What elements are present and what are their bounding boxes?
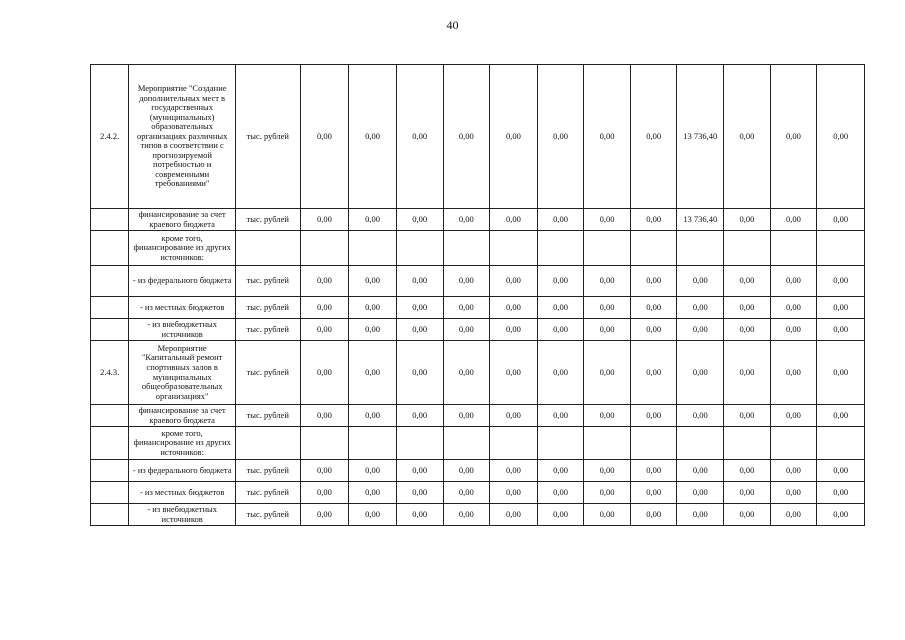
value-cell: 0,00 <box>724 504 771 526</box>
row-code <box>91 209 129 231</box>
value-cell <box>724 231 771 266</box>
table-row <box>91 482 865 504</box>
value-cell: 0,00 <box>490 482 538 504</box>
value-cell <box>677 231 724 266</box>
value-cell <box>677 427 724 460</box>
row-code <box>91 231 129 266</box>
value-cell: 0,00 <box>443 319 490 341</box>
value-cell: 0,00 <box>537 405 584 427</box>
value-cell: 0,00 <box>300 209 349 231</box>
row-unit: тыс. рублей <box>235 297 300 319</box>
row-description: финансирование за счет краевого бюджета <box>129 405 235 427</box>
table-body <box>91 65 865 526</box>
table-row <box>91 460 865 482</box>
value-cell <box>817 427 865 460</box>
value-cell: 0,00 <box>349 504 397 526</box>
value-cell: 0,00 <box>677 482 724 504</box>
value-cell: 0,00 <box>770 297 817 319</box>
value-cell: 0,00 <box>537 341 584 405</box>
row-unit: тыс. рублей <box>235 319 300 341</box>
value-cell: 0,00 <box>396 341 443 405</box>
value-cell: 0,00 <box>490 65 538 209</box>
value-cell: 0,00 <box>443 460 490 482</box>
value-cell: 0,00 <box>817 209 865 231</box>
value-cell: 0,00 <box>537 482 584 504</box>
value-cell: 0,00 <box>300 319 349 341</box>
value-cell: 0,00 <box>300 297 349 319</box>
value-cell: 0,00 <box>770 266 817 297</box>
value-cell <box>770 231 817 266</box>
table-row <box>91 297 865 319</box>
value-cell <box>349 427 397 460</box>
value-cell: 0,00 <box>584 504 631 526</box>
value-cell: 0,00 <box>300 460 349 482</box>
value-cell: 0,00 <box>396 297 443 319</box>
row-unit: тыс. рублей <box>235 405 300 427</box>
value-cell: 0,00 <box>724 297 771 319</box>
value-cell: 13 736,40 <box>677 65 724 209</box>
value-cell: 0,00 <box>396 65 443 209</box>
value-cell: 0,00 <box>677 319 724 341</box>
value-cell: 0,00 <box>630 504 677 526</box>
value-cell: 0,00 <box>817 266 865 297</box>
value-cell: 0,00 <box>724 266 771 297</box>
value-cell: 0,00 <box>443 65 490 209</box>
value-cell: 0,00 <box>677 405 724 427</box>
row-code: 2.4.2. <box>91 65 129 209</box>
row-code <box>91 405 129 427</box>
value-cell: 0,00 <box>537 504 584 526</box>
value-cell: 13 736,40 <box>677 209 724 231</box>
value-cell: 0,00 <box>396 266 443 297</box>
row-code <box>91 504 129 526</box>
value-cell: 0,00 <box>817 460 865 482</box>
value-cell <box>490 231 538 266</box>
value-cell: 0,00 <box>584 341 631 405</box>
value-cell: 0,00 <box>630 341 677 405</box>
value-cell: 0,00 <box>770 341 817 405</box>
value-cell <box>443 427 490 460</box>
row-description: Мероприятие "Создание дополнительных мест в государственных (муниципальных) образовательных организациях различных типов в соответствии с прогнозируемой потребностью и современными требованиями" <box>129 65 235 209</box>
value-cell <box>490 427 538 460</box>
table-row <box>91 266 865 297</box>
value-cell: 0,00 <box>443 297 490 319</box>
value-cell: 0,00 <box>396 319 443 341</box>
value-cell: 0,00 <box>349 341 397 405</box>
table-row <box>91 65 865 209</box>
value-cell: 0,00 <box>770 65 817 209</box>
row-unit <box>235 427 300 460</box>
value-cell <box>300 231 349 266</box>
value-cell <box>537 231 584 266</box>
value-cell: 0,00 <box>677 297 724 319</box>
value-cell: 0,00 <box>817 341 865 405</box>
value-cell <box>630 427 677 460</box>
value-cell: 0,00 <box>537 460 584 482</box>
row-description: - из местных бюджетов <box>129 297 235 319</box>
row-unit <box>235 231 300 266</box>
value-cell: 0,00 <box>396 460 443 482</box>
value-cell <box>443 231 490 266</box>
value-cell: 0,00 <box>584 319 631 341</box>
value-cell: 0,00 <box>396 209 443 231</box>
value-cell <box>537 427 584 460</box>
table-row <box>91 504 865 526</box>
value-cell <box>300 427 349 460</box>
table-row <box>91 405 865 427</box>
value-cell: 0,00 <box>630 209 677 231</box>
value-cell: 0,00 <box>490 266 538 297</box>
value-cell: 0,00 <box>817 319 865 341</box>
value-cell: 0,00 <box>349 209 397 231</box>
row-code: 2.4.3. <box>91 341 129 405</box>
value-cell <box>630 231 677 266</box>
value-cell: 0,00 <box>300 504 349 526</box>
value-cell: 0,00 <box>770 460 817 482</box>
value-cell: 0,00 <box>724 460 771 482</box>
value-cell: 0,00 <box>349 482 397 504</box>
value-cell: 0,00 <box>490 460 538 482</box>
value-cell: 0,00 <box>584 65 631 209</box>
value-cell: 0,00 <box>490 319 538 341</box>
value-cell: 0,00 <box>677 460 724 482</box>
row-unit: тыс. рублей <box>235 460 300 482</box>
value-cell: 0,00 <box>724 65 771 209</box>
value-cell: 0,00 <box>630 482 677 504</box>
value-cell: 0,00 <box>630 319 677 341</box>
row-description: - из внебюджетных источников <box>129 319 235 341</box>
value-cell: 0,00 <box>396 482 443 504</box>
value-cell: 0,00 <box>443 405 490 427</box>
value-cell: 0,00 <box>490 297 538 319</box>
value-cell: 0,00 <box>817 405 865 427</box>
row-code <box>91 266 129 297</box>
row-code <box>91 297 129 319</box>
row-description: кроме того, финансирование из других источников: <box>129 427 235 460</box>
row-description: кроме того, финансирование из других источников: <box>129 231 235 266</box>
value-cell: 0,00 <box>349 460 397 482</box>
value-cell: 0,00 <box>537 319 584 341</box>
value-cell: 0,00 <box>584 297 631 319</box>
table-row <box>91 209 865 231</box>
value-cell: 0,00 <box>724 405 771 427</box>
row-unit: тыс. рублей <box>235 504 300 526</box>
value-cell: 0,00 <box>300 482 349 504</box>
value-cell: 0,00 <box>300 65 349 209</box>
value-cell: 0,00 <box>396 405 443 427</box>
value-cell: 0,00 <box>677 504 724 526</box>
value-cell: 0,00 <box>443 504 490 526</box>
value-cell: 0,00 <box>817 65 865 209</box>
row-code <box>91 460 129 482</box>
value-cell: 0,00 <box>537 65 584 209</box>
value-cell <box>770 427 817 460</box>
budget-table <box>90 64 865 526</box>
value-cell: 0,00 <box>817 297 865 319</box>
value-cell: 0,00 <box>770 319 817 341</box>
value-cell: 0,00 <box>349 405 397 427</box>
value-cell: 0,00 <box>584 482 631 504</box>
value-cell: 0,00 <box>490 405 538 427</box>
value-cell: 0,00 <box>443 266 490 297</box>
value-cell: 0,00 <box>443 482 490 504</box>
value-cell: 0,00 <box>537 297 584 319</box>
value-cell <box>817 231 865 266</box>
value-cell: 0,00 <box>770 405 817 427</box>
row-description: - из внебюджетных источников <box>129 504 235 526</box>
value-cell <box>584 427 631 460</box>
value-cell: 0,00 <box>490 209 538 231</box>
value-cell: 0,00 <box>630 266 677 297</box>
value-cell: 0,00 <box>443 341 490 405</box>
value-cell: 0,00 <box>724 341 771 405</box>
table-row <box>91 341 865 405</box>
page-number: 40 <box>446 18 459 32</box>
table-row <box>91 427 865 460</box>
table-row <box>91 231 865 266</box>
value-cell: 0,00 <box>584 266 631 297</box>
value-cell: 0,00 <box>770 482 817 504</box>
value-cell: 0,00 <box>770 504 817 526</box>
value-cell: 0,00 <box>584 405 631 427</box>
value-cell: 0,00 <box>300 341 349 405</box>
row-description: - из местных бюджетов <box>129 482 235 504</box>
row-unit: тыс. рублей <box>235 266 300 297</box>
value-cell: 0,00 <box>584 209 631 231</box>
value-cell: 0,00 <box>396 504 443 526</box>
row-unit: тыс. рублей <box>235 209 300 231</box>
value-cell <box>349 231 397 266</box>
value-cell: 0,00 <box>630 297 677 319</box>
value-cell <box>724 427 771 460</box>
value-cell: 0,00 <box>677 341 724 405</box>
row-unit: тыс. рублей <box>235 341 300 405</box>
row-code <box>91 319 129 341</box>
table-row <box>91 319 865 341</box>
value-cell <box>396 231 443 266</box>
value-cell <box>396 427 443 460</box>
row-unit: тыс. рублей <box>235 65 300 209</box>
value-cell: 0,00 <box>300 266 349 297</box>
value-cell: 0,00 <box>349 297 397 319</box>
value-cell <box>584 231 631 266</box>
row-unit: тыс. рублей <box>235 482 300 504</box>
value-cell: 0,00 <box>817 504 865 526</box>
value-cell: 0,00 <box>537 209 584 231</box>
value-cell: 0,00 <box>677 266 724 297</box>
row-code <box>91 482 129 504</box>
value-cell: 0,00 <box>630 405 677 427</box>
value-cell: 0,00 <box>817 482 865 504</box>
value-cell: 0,00 <box>630 65 677 209</box>
value-cell: 0,00 <box>300 405 349 427</box>
value-cell: 0,00 <box>490 341 538 405</box>
value-cell: 0,00 <box>349 266 397 297</box>
value-cell: 0,00 <box>490 504 538 526</box>
value-cell: 0,00 <box>724 209 771 231</box>
row-code <box>91 427 129 460</box>
row-description: финансирование за счет краевого бюджета <box>129 209 235 231</box>
value-cell: 0,00 <box>443 209 490 231</box>
row-description: - из федерального бюджета <box>129 266 235 297</box>
value-cell: 0,00 <box>537 266 584 297</box>
value-cell: 0,00 <box>584 460 631 482</box>
row-description: - из федерального бюджета <box>129 460 235 482</box>
value-cell: 0,00 <box>349 65 397 209</box>
row-description: Мероприятие "Капитальный ремонт спортивных залов в муниципальных общеобразовательных организациях" <box>129 341 235 405</box>
value-cell: 0,00 <box>630 460 677 482</box>
value-cell: 0,00 <box>724 319 771 341</box>
value-cell: 0,00 <box>349 319 397 341</box>
value-cell: 0,00 <box>724 482 771 504</box>
value-cell: 0,00 <box>770 209 817 231</box>
